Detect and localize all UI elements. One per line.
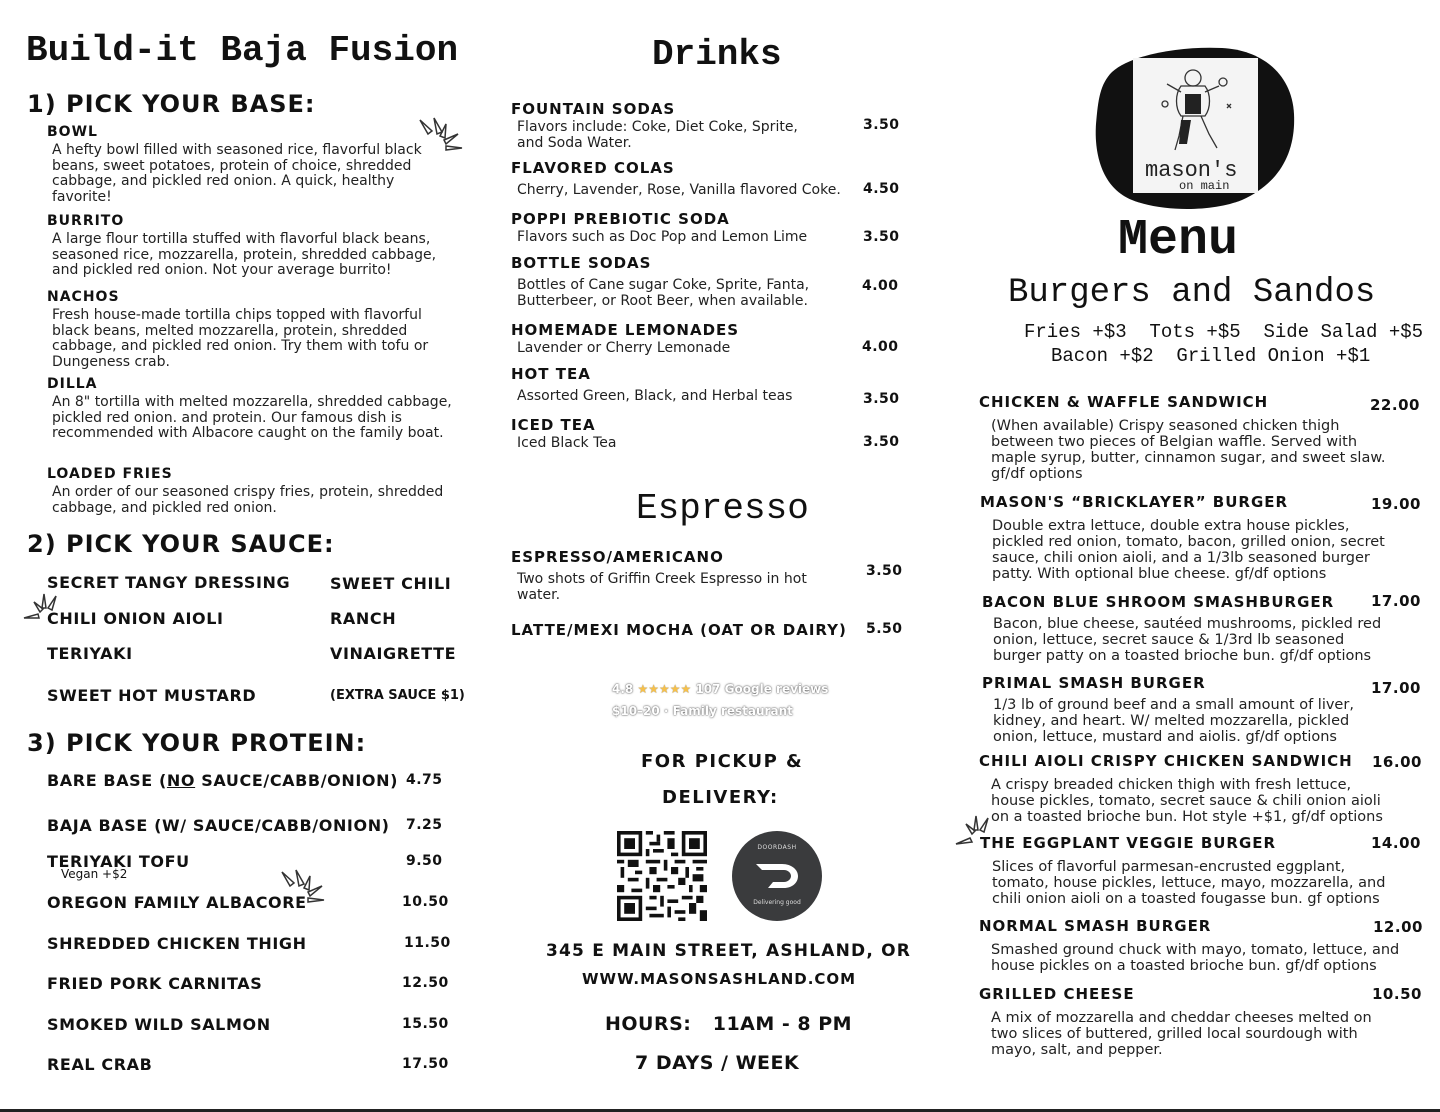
burger-name: BACON BLUE SHROOM SMASHBURGER xyxy=(982,593,1335,611)
pickup-heading-1: FOR PICKUP & xyxy=(641,751,804,772)
drink-desc: Flavors such as Doc Pop and Lemon Lime xyxy=(517,229,808,245)
drink-desc: Flavors include: Coke, Diet Coke, Sprite, and Soda Water. xyxy=(517,119,798,151)
drink-name: FOUNTAIN SODAS xyxy=(511,100,676,118)
protein-price: 10.50 xyxy=(402,894,449,910)
drink-desc: Cherry, Lavender, Rose, Vanilla flavored Coke. xyxy=(517,182,841,198)
base-desc: An order of our seasoned crispy fries, protein, shredded cabbage, and pickled red onion. xyxy=(52,484,444,516)
burger-price: 17.00 xyxy=(1371,592,1421,610)
drinks-title: Drinks xyxy=(652,34,782,75)
protein-baja-base: BAJA BASE (W/ SAUCE/CABB/ONION) xyxy=(47,816,390,835)
base-loaded-fries xyxy=(47,466,467,516)
burger-desc: Double extra lettuce, double extra house pickles, pickled red onion, tomato, bacon, grilled onion, secret sauce, chili onion aioli, and a 1/3lb seasoned burger patty. With optional blue cheese. gf/df options xyxy=(992,518,1385,582)
drink-name: ICED TEA xyxy=(511,416,596,434)
base-desc: Fresh house-made tortilla chips topped with flavorful black beans, melted mozzarella, protein, shredded cabbage, and pickled red onion. Try them with tofu or Dungeness crab. xyxy=(52,307,429,370)
burger-name: THE EGGPLANT VEGGIE BURGER xyxy=(980,834,1277,852)
sauce-vinaigrette: VINAIGRETTE xyxy=(330,644,457,663)
burger-name: CHILI AIOLI CRISPY CHICKEN SANDWICH xyxy=(979,752,1353,770)
espresso-name: ESPRESSO/AMERICANO xyxy=(511,548,724,566)
burger-desc: 1/3 lb of ground beef and a small amount of liver, kidney, and heart. W/ melted mozzarella, pickled onion, lettuce, mustard and aiolis. gf/df options xyxy=(993,697,1354,745)
protein-teriyaki-tofu: TERIYAKI TOFU xyxy=(47,852,190,871)
espresso-price: 5.50 xyxy=(866,621,903,637)
protein-note: Vegan +$2 xyxy=(61,867,128,881)
menu-title: Menu xyxy=(1118,212,1239,269)
protein-chicken-thigh: SHREDDED CHICKEN THIGH xyxy=(47,934,307,953)
sauce-sweet-hot-mustard: SWEET HOT MUSTARD xyxy=(47,686,257,705)
base-desc: A hefty bowl filled with seasoned rice, flavorful black beans, sweet potatoes, protein of choice, shredded cabbage, and pickled red onion. A quick, healthy favorite! xyxy=(52,142,422,205)
burger-name: PRIMAL SMASH BURGER xyxy=(982,674,1206,692)
hours: HOURS: 11AM - 8 PM xyxy=(605,1013,853,1035)
drink-desc: Iced Black Tea xyxy=(517,435,617,451)
protein-carnitas: FRIED PORK CARNITAS xyxy=(47,974,263,993)
price-range: $10–20 · Family restaurant xyxy=(612,704,793,718)
base-name: BURRITO xyxy=(47,213,125,229)
base-name: NACHOS xyxy=(47,289,120,305)
burger-desc: (When available) Crispy seasoned chicken thigh between two pieces of Belgian waffle. Served with maple syrup, butter, cinnamon sugar, and sweet slaw. gf/df options xyxy=(991,418,1386,482)
burger-desc: A crispy breaded chicken thigh with fresh lettuce, house pickles, tomato, secret sauce & chili onion aioli on a toasted brioche bun. Hot style +$1, gf/df options xyxy=(991,777,1383,825)
burger-name: NORMAL SMASH BURGER xyxy=(979,917,1212,935)
burger-desc: Smashed ground chuck with mayo, tomato, lettuce, and house pickles on a toasted brioche bun. gf/df options xyxy=(991,942,1400,974)
burger-chicken-waffle xyxy=(979,393,1401,482)
step1-heading: 1) PICK YOUR BASE: xyxy=(27,90,316,118)
burger-price: 17.00 xyxy=(1371,679,1421,697)
step2-heading: 2) PICK YOUR SAUCE: xyxy=(27,530,335,558)
burger-normal-smash xyxy=(979,917,1416,974)
protein-price: 17.50 xyxy=(402,1056,449,1072)
protein-price: 11.50 xyxy=(404,935,451,951)
baja-title: Build-it Baja Fusion xyxy=(26,30,459,71)
rating-score: 4.8 xyxy=(612,682,634,696)
protein-bare-base xyxy=(47,771,398,790)
sauce-secret-tangy: SECRET TANGY DRESSING xyxy=(47,573,291,592)
burger-grilled-cheese xyxy=(979,985,1391,1058)
drink-price: 3.50 xyxy=(863,434,900,450)
base-name: BOWL xyxy=(47,124,98,140)
protein-crab: REAL CRAB xyxy=(47,1055,153,1074)
espresso-title: Espresso xyxy=(636,488,809,529)
protein-price: 12.50 xyxy=(402,975,449,991)
drink-hot-tea xyxy=(511,365,901,405)
address: 345 E MAIN STREET, ASHLAND, OR xyxy=(546,941,912,961)
website[interactable]: WWW.MASONSASHLAND.COM xyxy=(582,970,857,988)
sauce-chili-onion-aioli: CHILI ONION AIOLI xyxy=(47,609,224,628)
espresso-desc: Two shots of Griffin Creek Espresso in hot water. xyxy=(517,571,807,603)
drink-name: HOMEMADE LEMONADES xyxy=(511,321,740,339)
protein-bare-no: NO xyxy=(166,771,196,790)
rating-reviews: 107 Google reviews xyxy=(695,682,829,696)
burger-bacon-blue xyxy=(982,593,1383,664)
drink-price: 4.00 xyxy=(862,339,899,355)
drink-lemonades xyxy=(511,321,901,357)
addons-line2: Bacon +$2 Grilled Onion +$1 xyxy=(1051,345,1371,367)
doordash-label: DOORDASH xyxy=(757,844,797,851)
burger-desc: Slices of flavorful parmesan-encrusted eggplant, tomato, house pickles, lettuce, mayo, mozzarella, and chili onion aioli on a toasted fougasse bun. gf options xyxy=(992,859,1386,907)
protein-price: 7.25 xyxy=(406,817,443,833)
addons-line1: Fries +$3 Tots +$5 Side Salad +$5 xyxy=(1024,321,1424,343)
drink-poppi xyxy=(511,210,901,246)
doordash-tagline: Delivering good xyxy=(753,899,801,906)
protein-bare-pre: BARE BASE ( xyxy=(47,771,167,790)
days: 7 DAYS / WEEK xyxy=(635,1052,800,1074)
burger-price: 12.00 xyxy=(1373,918,1423,936)
sauce-teriyaki: TERIYAKI xyxy=(47,644,133,663)
burger-price: 14.00 xyxy=(1371,834,1421,852)
logo-card xyxy=(1133,58,1258,193)
logo-name: mason's xyxy=(1145,158,1238,183)
espresso-price: 3.50 xyxy=(866,563,903,579)
base-bowl xyxy=(47,124,467,205)
logo-illustration xyxy=(1157,64,1237,156)
drink-name: FLAVORED COLAS xyxy=(511,159,675,177)
drink-fountain xyxy=(511,100,901,151)
drink-desc: Assorted Green, Black, and Herbal teas xyxy=(517,388,793,404)
protein-bare-post: SAUCE/CABB/ONION) xyxy=(195,771,399,790)
protein-salmon: SMOKED WILD SALMON xyxy=(47,1015,271,1034)
drink-price: 4.00 xyxy=(862,278,899,294)
drink-bottle-sodas xyxy=(511,254,901,309)
google-rating xyxy=(612,682,828,696)
espresso-latte: LATTE/MEXI MOCHA (OAT OR DAIRY) xyxy=(511,621,847,639)
burger-desc: Bacon, blue cheese, sautéed mushrooms, pickled red onion, lettuce, secret sauce & 1/3rd lb seasoned burger patty on a toasted brioche bun. gf/df options xyxy=(993,616,1382,664)
drink-price: 4.50 xyxy=(863,181,900,197)
burger-name: GRILLED CHEESE xyxy=(979,985,1135,1003)
burger-eggplant xyxy=(980,834,1397,907)
base-desc: A large flour tortilla stuffed with flavorful black beans, seasoned rice, mozzarella, protein, shredded cabbage, and pickled red onion. Not your average burrito! xyxy=(52,231,437,278)
burger-bricklayer xyxy=(980,493,1397,582)
burger-price: 10.50 xyxy=(1372,985,1422,1003)
doordash-icon xyxy=(754,862,800,890)
protein-price: 15.50 xyxy=(402,1016,449,1032)
protein-price: 4.75 xyxy=(406,772,443,788)
extra-sauce-note: (EXTRA SAUCE $1) xyxy=(330,688,465,703)
drink-price: 3.50 xyxy=(863,117,900,133)
base-dilla xyxy=(47,376,467,442)
drink-flavored-colas xyxy=(511,159,901,199)
espresso-americano xyxy=(511,548,901,603)
drink-iced-tea xyxy=(511,416,901,452)
sauce-sweet-chili: SWEET CHILI xyxy=(330,574,452,593)
burger-name: MASON'S “BRICKLAYER” BURGER xyxy=(980,493,1289,511)
pickup-heading-2: DELIVERY: xyxy=(662,787,779,808)
burger-primal-smash xyxy=(982,674,1363,745)
base-desc: An 8" tortilla with melted mozzarella, shredded cabbage, pickled red onion. and protein. Our famous dish is recommended with Albacore caught on the family boat. xyxy=(52,394,452,441)
sauce-ranch: RANCH xyxy=(330,609,397,628)
base-name: DILLA xyxy=(47,376,98,392)
drink-price: 3.50 xyxy=(863,229,900,245)
base-name: LOADED FRIES xyxy=(47,466,173,482)
drink-name: BOTTLE SODAS xyxy=(511,254,652,272)
drink-price: 3.50 xyxy=(863,391,900,407)
burger-price: 16.00 xyxy=(1372,753,1422,771)
burgers-heading: Burgers and Sandos xyxy=(1008,274,1376,312)
drink-desc: Bottles of Cane sugar Coke, Sprite, Fanta, Butterbeer, or Root Beer, when available. xyxy=(517,277,810,309)
protein-price: 9.50 xyxy=(406,853,443,869)
drink-name: POPPI PREBIOTIC SODA xyxy=(511,210,730,228)
base-nachos xyxy=(47,289,467,370)
burger-price: 22.00 xyxy=(1370,396,1420,414)
protein-albacore: OREGON FAMILY ALBACORE xyxy=(47,893,307,912)
doordash-logo[interactable] xyxy=(732,831,822,921)
base-burrito xyxy=(47,213,467,279)
drink-desc: Lavender or Cherry Lemonade xyxy=(517,340,731,356)
step3-heading: 3) PICK YOUR PROTEIN: xyxy=(27,729,367,757)
drink-name: HOT TEA xyxy=(511,365,591,383)
qr-code[interactable] xyxy=(617,831,707,921)
star-icons: ★★★★★ xyxy=(637,682,692,696)
logo-tagline: on main xyxy=(1179,179,1230,193)
burger-chili-chicken xyxy=(979,752,1391,825)
burger-desc: A mix of mozzarella and cheddar cheeses melted on two slices of buttered, grilled local sourdough with mayo, salt, and pepper. xyxy=(991,1010,1372,1058)
burger-price: 19.00 xyxy=(1371,495,1421,513)
burger-name: CHICKEN & WAFFLE SANDWICH xyxy=(979,393,1269,411)
